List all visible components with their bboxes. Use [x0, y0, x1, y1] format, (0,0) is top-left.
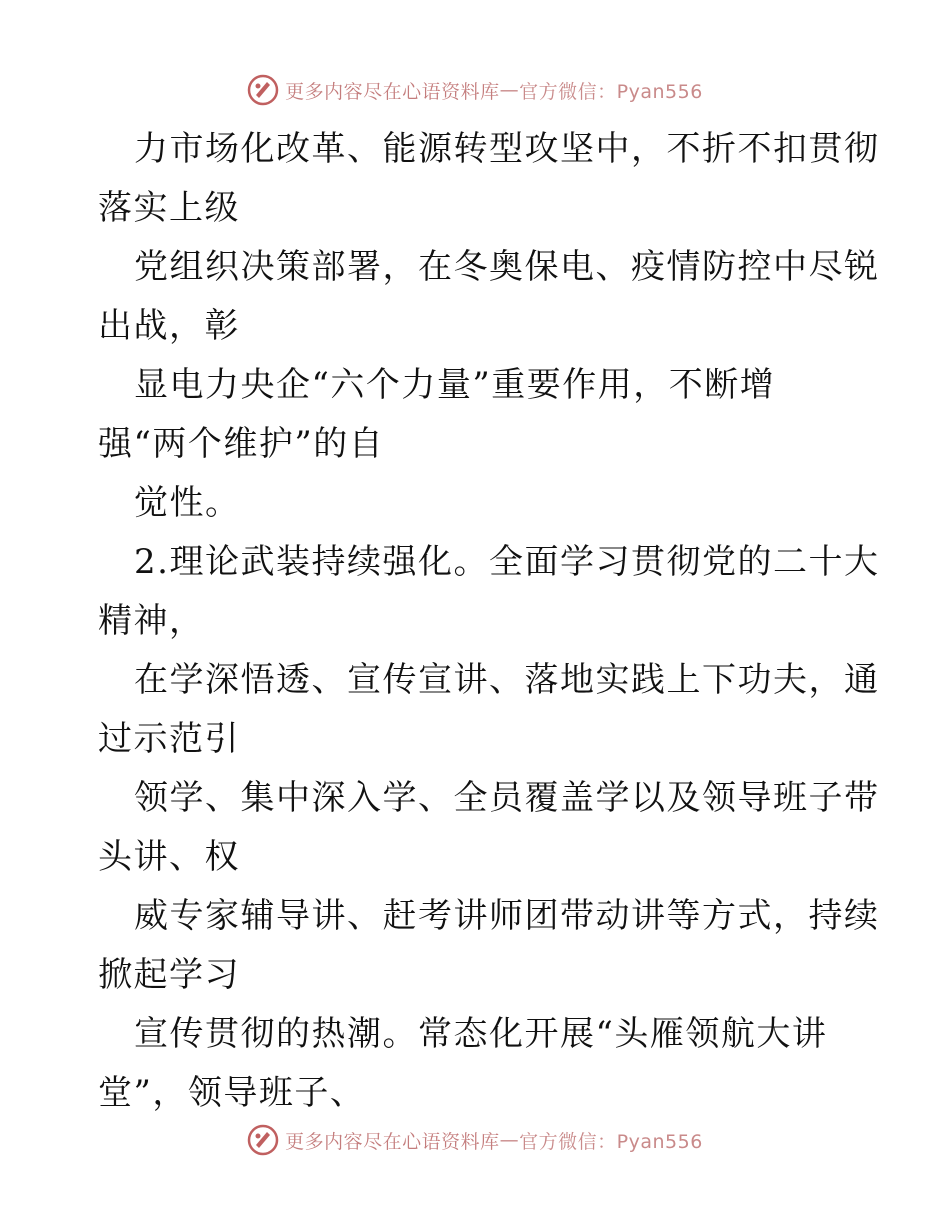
paragraph-line: 领学、集中深入学、全员覆盖学以及领导班子带 — [134, 778, 880, 818]
footer-watermark — [0, 1120, 950, 1160]
paragraph-line: 力市场化改革、能源转型攻坚中，不折不扣贯彻 — [134, 129, 880, 169]
paragraph-line: 党组织决策部署，在冬奥保电、疫情防控中尽锐 — [134, 247, 880, 287]
paragraph-line: 落实上级 — [98, 188, 240, 228]
watermark-left-text: 更多内容尽在心语资料库 — [285, 80, 500, 103]
paragraph-line: 2.理论武装持续强化。全面学习贯彻党的二十大 — [134, 542, 880, 582]
header-watermark — [0, 70, 950, 110]
paragraph-line: 掀起学习 — [98, 955, 240, 995]
watermark-left-text: 更多内容尽在心语资料库 — [285, 1130, 500, 1153]
paragraph-line: 显电力央企“六个力量”重要作用，不断增 — [134, 365, 776, 405]
paragraph-line: 出战，彰 — [98, 306, 240, 346]
paragraph-line: 堂”，领导班子、 — [98, 1073, 366, 1113]
paragraph-line: 精神， — [98, 601, 205, 641]
paragraph-line: 过示范引 — [98, 719, 240, 759]
paragraph-line: 威专家辅导讲、赶考讲师团带动讲等方式，持续 — [134, 896, 880, 936]
paragraph-line: 头讲、权 — [98, 837, 240, 877]
watermark-right-text: 官方微信：Pyan556 — [519, 1130, 703, 1153]
seal-logo-icon — [247, 1124, 279, 1156]
watermark-dash: — — [499, 1129, 520, 1151]
paragraph-line: 在学深悟透、宣传宣讲、落地实践上下功夫，通 — [134, 660, 880, 700]
watermark-right-text: 官方微信：Pyan556 — [519, 80, 703, 103]
paragraph-line: 觉性。 — [134, 483, 241, 523]
paragraph-line: 宣传贯彻的热潮。常态化开展“头雁领航大讲 — [134, 1014, 828, 1054]
seal-logo-icon — [247, 74, 279, 106]
paragraph-line: 强“两个维护”的自 — [98, 424, 385, 464]
document-body — [98, 120, 880, 1123]
watermark-dash: — — [499, 79, 520, 101]
